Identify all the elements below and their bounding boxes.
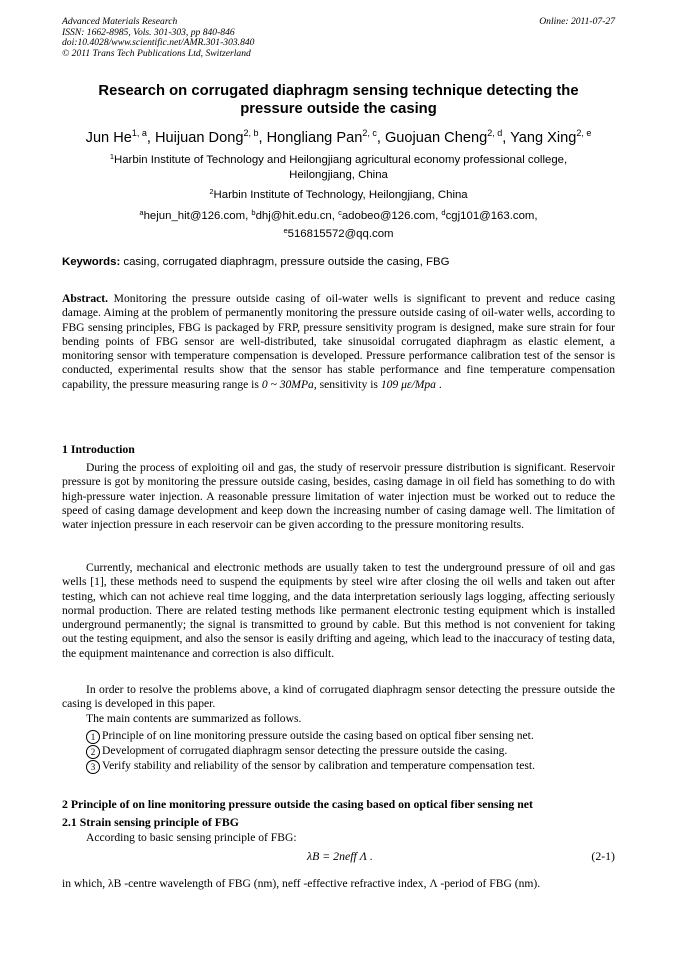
list-item — [86, 744, 615, 759]
author-sup: 1, a — [131, 128, 147, 138]
affiliation-1-line-1: Harbin Institute of Technology and Heilongjiang agricultural economy professional college, — [114, 154, 568, 166]
email-sup: b — [251, 208, 256, 217]
title-line-2: pressure outside the casing — [240, 101, 437, 117]
journal-name: Advanced Materials Research — [62, 16, 178, 27]
author-list: Jun He$^{1, a}$, Huijuan Dong$^{2, b}$, Hongliang Pan$^{2, c}$, Guojuan Cheng$^{2, d}$, Yang Xing$^{2, e}$ — [85, 128, 592, 146]
keywords — [62, 255, 615, 269]
contents-list — [86, 729, 615, 774]
keywords-text: casing, corrugated diaphragm, pressure outside the casing, FBG — [120, 256, 450, 268]
section-2-1-intro: According to basic sensing principle of FBG: — [86, 831, 297, 844]
author-sup: 2, d — [487, 128, 503, 138]
intro-paragraph-1: During the process of exploiting oil and gas, the study of reservoir pressure distribution is significant. Reservoir pressure is got by monitoring the pressure outside casing, besides, casing damage in oil field has something to do with high-pressure water injection. A reasonable pressure limitation of water injection must be worked out to reduce the speed of casing damage development and keep down the increasing number of casing damage well. The limitation of water injection pressure in each reservoir can be given according to the pressure monitoring results. — [62, 461, 615, 532]
author-name: Yang Xing — [510, 130, 577, 146]
author-name: Huijuan Dong — [155, 130, 244, 146]
equation-formula — [307, 849, 373, 863]
abstract — [62, 292, 615, 392]
email-link[interactable]: adobeo@126.com, — [341, 210, 442, 222]
list-item-text: Principle of on line monitoring pressure outside the casing based on optical fiber sensing net. — [102, 729, 534, 742]
section-1-heading: 1 Introduction — [62, 442, 135, 456]
keywords-label: Keywords: — [62, 256, 121, 268]
email-sup: d — [441, 208, 446, 217]
equation-number: (2-1) — [591, 849, 615, 863]
intro-paragraph-3: In order to resolve the problems above, a kind of corrugated diaphragm sensor detecting the pressure outside the casing is developed in this paper. — [62, 683, 615, 711]
email-link[interactable]: cgj101@163.com, — [445, 210, 538, 222]
author-sup: 2, b — [243, 128, 259, 138]
equation-text: λB = 2neff Λ — [307, 849, 367, 863]
list-item — [86, 729, 615, 744]
list-item — [86, 759, 615, 774]
email-link[interactable]: 516815572@qq.com — [287, 227, 394, 240]
circled-number: 1 — [86, 730, 100, 744]
abstract-text: Monitoring the pressure outside casing of oil-water wells is significant to prevent and reduce casing damage. Aiming at the problem of permanently monitoring the pressure outside casing of oil-water wells, according to FBG sensing principles, FBG is packaged by FRP, pressure sensitivity program is designed, make sure strain for four bending points of FBG sensor are well-distributed, take sinusoidal corrugated diaphragm as elastic element, a monitoring sensor with temperature compensation is developed. Pressure performance calibration test of the sensor is conducted, experimental results show that the sensor has stable performance and fine temperature compensation capability, the pressure measuring range is — [62, 292, 615, 391]
list-item-text: Verify stability and reliability of the sensor by calibration and temperature compensation test. — [102, 759, 536, 772]
list-item-text: Development of corrugated diaphragm sensor detecting the pressure outside the casing. — [102, 744, 508, 757]
title-line-1: Research on corrugated diaphragm sensing technique detecting the — [98, 83, 579, 99]
author-sup: 2, e — [576, 128, 592, 138]
section-2-1-heading: 2.1 Strain sensing principle of FBG — [62, 815, 239, 829]
affiliation-2 — [62, 185, 615, 203]
author-name: Guojuan Cheng — [384, 130, 488, 146]
abstract-label: Abstract. — [62, 292, 109, 305]
affiliation-sup: 1 — [109, 152, 114, 161]
journal-doi[interactable]: doi:10.4028/www.scientific.net/AMR.301-303.840 — [62, 37, 255, 49]
equation-explanation: in which, λB -centre wavelength of FBG (nm), neff -effective refractive index, Λ -period of FBG (nm). — [62, 877, 541, 890]
intro-paragraph-2: Currently, mechanical and electronic methods are usually taken to test the underground pressure of oil and gas wells [1], these methods need to suspend the equipments by steel wire after closing the oil wells and taken out after testing, which can not achieve real time logging, and the data interpretation seriously lags logging, affecting seriously normal production. There are related testing methods like permanent electronic testing equipment which is installed underground permanently; the signal is transmitted to ground by cable. But this method is not convenient for taking out the testing equipment, and also the sensor is easily drifting and ageing, which lead to the inaccuracy of testing data, the equipment maintenance and correction is also difficult. — [62, 561, 615, 660]
affiliation-2-line: Harbin Institute of Technology, Heilongjiang, China — [213, 189, 468, 201]
pressure-range: 0 ~ 30MPa — [261, 377, 314, 391]
email-link[interactable]: dhj@hit.edu.cn, — [255, 210, 339, 222]
journal-copyright: © 2011 Trans Tech Publications Ltd, Switzerland — [62, 47, 251, 59]
author-sup: 2, c — [362, 128, 377, 138]
affiliation-1 — [62, 150, 615, 182]
journal-header — [62, 17, 254, 59]
intro-paragraph-4: The main contents are summarized as follows. — [86, 712, 302, 725]
email-sup: a — [139, 208, 144, 217]
sensitivity-value: 109 με/Mpa — [380, 377, 436, 391]
affiliation-1-line-2: Heilongjiang, China — [289, 168, 388, 181]
author-name: Jun He — [85, 130, 132, 146]
online-date: Online: 2011-07-27 — [539, 16, 615, 27]
author-name: Hongliang Pan — [266, 130, 363, 146]
circled-number: 3 — [86, 760, 100, 774]
affiliation-sup: 2 — [209, 187, 214, 196]
abstract-mid: , sensitivity is — [313, 377, 381, 391]
email-link[interactable]: hejun_hit@126.com, — [143, 210, 252, 222]
equation-dot: . — [369, 849, 373, 863]
email-sup: c — [338, 208, 342, 217]
section-2-heading: 2 Principle of on line monitoring pressure outside the casing based on optical fiber sensing net — [62, 797, 533, 811]
circled-number: 2 — [86, 745, 100, 759]
paper-title — [62, 82, 615, 118]
email-list — [62, 206, 615, 241]
email-sup: e — [283, 225, 288, 235]
abstract-end: . — [435, 377, 442, 391]
journal-issn: ISSN: 1662-8985, Vols. 301-303, pp 840-846 — [62, 26, 235, 38]
